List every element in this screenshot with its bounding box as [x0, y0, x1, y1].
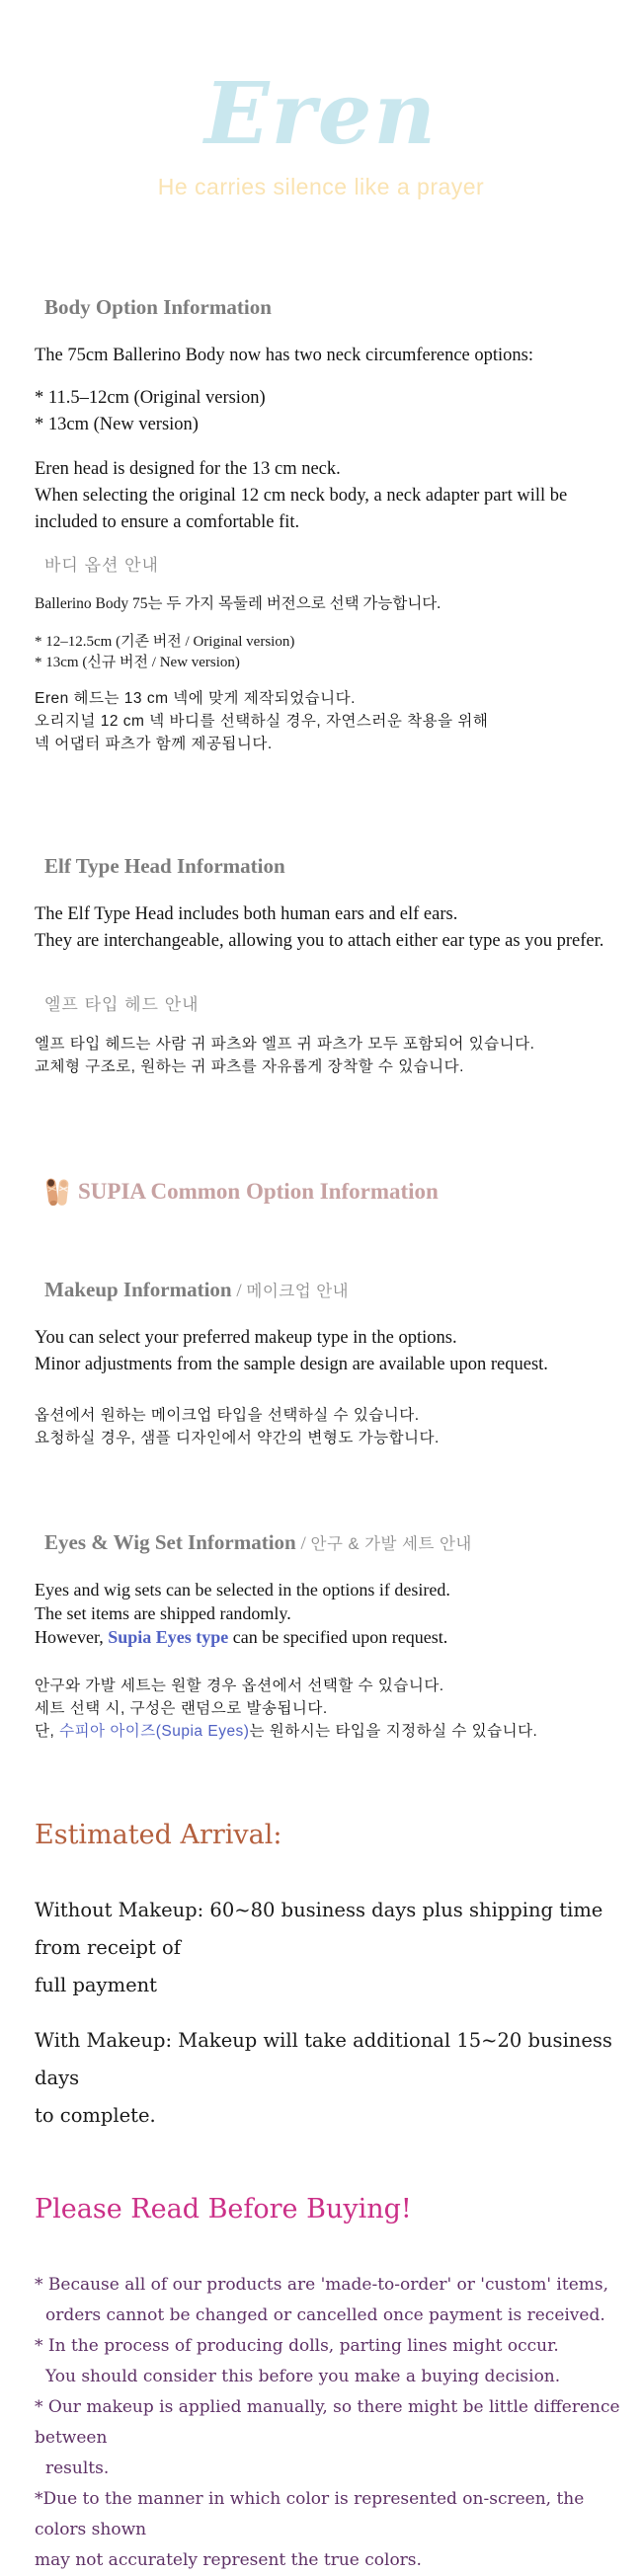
text-part: However,	[35, 1626, 109, 1647]
text-line: You can select your preferred makeup type in the options.	[35, 1327, 457, 1348]
makeup-heading-en: Makeup Information	[44, 1277, 232, 1301]
section-estimated-arrival	[0, 1820, 642, 2135]
supia-common-heading: SUPIA Common Option Information	[78, 1178, 439, 1204]
eyes-wig-heading-kr: 안구 & 가발 세트 안내	[310, 1534, 472, 1553]
bullet-line: * 11.5–12cm (Original version)	[35, 387, 266, 408]
body-option-bullets	[35, 385, 622, 438]
body-option-bullets-kr	[35, 632, 622, 673]
text-line	[35, 1625, 622, 1649]
body-option-heading: Body Option Information	[44, 294, 272, 319]
elf-head-text-kr	[35, 1033, 622, 1078]
warning-line: * Because all of our products are 'made-to-order' or 'custom' items,	[35, 2274, 608, 2295]
bullet-line: * 13cm (New version)	[35, 414, 199, 434]
makeup-heading	[35, 1278, 622, 1302]
bullet-line-kr: * 12–12.5cm (기존 버전 / Original version)	[35, 633, 295, 650]
eyes-wig-text	[35, 1578, 622, 1649]
section-body-option	[0, 295, 642, 755]
eyes-wig-heading-en: Eyes & Wig Set Information	[44, 1529, 296, 1554]
supia-common-heading-row	[35, 1177, 622, 1207]
text-line: Without Makeup: 60~80 business days plus shipping time from receipt of	[35, 1898, 603, 1959]
text-line: Minor adjustments from the sample design are available upon request.	[35, 1354, 548, 1374]
text-line-kr: 엘프 타입 헤드는 사람 귀 파츠와 엘프 귀 파츠가 모두 포함되어 있습니다.	[35, 1035, 535, 1053]
makeup-text	[35, 1325, 622, 1378]
text-line-kr	[35, 1720, 622, 1743]
makeup-text-kr	[35, 1404, 622, 1449]
text-line: They are interchangeable, allowing you to attach either ear type as you prefer.	[35, 930, 604, 951]
warning-line: * Our makeup is applied manually, so there might be little difference between	[35, 2396, 620, 2448]
warning-list	[35, 2270, 622, 2576]
body-option-note-kr	[35, 687, 622, 755]
eyes-wig-heading	[35, 1530, 622, 1555]
estimated-arrival-heading: Estimated Arrival:	[35, 1819, 282, 1850]
elf-head-heading-kr: 엘프 타입 헤드 안내	[44, 994, 200, 1014]
bullet-line-kr: * 13cm (신규 버전 / New version)	[35, 654, 240, 670]
warning-line: orders cannot be changed or cancelled once payment is received.	[45, 2304, 605, 2325]
section-elf-head	[0, 854, 642, 1078]
note-line-kr: 넥 어댑터 파츠가 함께 제공됩니다.	[35, 735, 273, 752]
doll-tagline: He carries silence like a prayer	[157, 173, 485, 199]
text-line: full payment	[35, 1973, 157, 1996]
warning-line: *Due to the manner in which color is represented on-screen, the colors shown	[35, 2488, 585, 2539]
warning-line: * In the process of producing dolls, parting lines might occur.	[35, 2335, 559, 2356]
elf-head-heading: Elf Type Head Information	[44, 853, 285, 878]
body-option-intro: The 75cm Ballerino Body now has two neck circumference options:	[35, 345, 534, 365]
eyes-wig-text-kr	[35, 1675, 622, 1743]
text-part: can be specified upon request.	[228, 1626, 448, 1647]
note-line: When selecting the original 12 cm neck body, a neck adapter part will be	[35, 485, 568, 506]
body-option-note	[35, 456, 622, 536]
text-line-kr: 세트 선택 시, 구성은 랜덤으로 발송됩니다.	[35, 1699, 328, 1717]
text-line: The Elf Type Head includes both human ears and elf ears.	[35, 903, 458, 924]
makeup-heading-kr: 메이크업 안내	[246, 1282, 350, 1300]
section-read-before-buying	[0, 2194, 642, 2576]
read-before-buying-heading: Please Read Before Buying!	[35, 2193, 412, 2225]
text-part: 는 원하시는 타입을 지정하실 수 있습니다.	[249, 1722, 538, 1740]
section-makeup	[0, 1278, 642, 1449]
body-option-intro-kr: Ballerino Body 75는 두 가지 목둘레 버전으로 선택 가능합니다.	[35, 594, 441, 612]
text-line: With Makeup: Makeup will take additional 15~20 business days	[35, 2028, 612, 2089]
note-line: Eren head is designed for the 13 cm neck.	[35, 458, 341, 479]
text-line-kr: 교체형 구조로, 원하는 귀 파츠를 자유롭게 장착할 수 있습니다.	[35, 1057, 464, 1075]
header	[0, 0, 642, 200]
text-line-kr: 안구와 가발 세트는 원할 경우 옵션에서 선택할 수 있습니다.	[35, 1677, 444, 1694]
ballet-shoes-icon	[44, 1177, 70, 1207]
supia-eyes-highlight-kr: 수피아 아이즈(Supia Eyes)	[59, 1722, 250, 1740]
note-line-kr: 오리지널 12 cm 넥 바디를 선택하실 경우, 자연스러운 착용을 위해	[35, 712, 489, 730]
heading-slash: /	[295, 1532, 311, 1554]
note-line: included to ensure a comfortable fit.	[35, 511, 300, 532]
text-line: to complete.	[35, 2103, 156, 2127]
arrival-with-makeup	[35, 2022, 622, 2135]
elf-head-text	[35, 901, 622, 955]
text-line: The set items are shipped randomly.	[35, 1602, 291, 1623]
warning-line: You should consider this before you make a buying decision.	[45, 2366, 561, 2386]
note-line-kr: Eren 헤드는 13 cm 넥에 맞게 제작되었습니다.	[35, 689, 356, 707]
text-line-kr: 옵션에서 원하는 메이크업 타입을 선택하실 수 있습니다.	[35, 1406, 420, 1424]
arrival-without-makeup	[35, 1892, 622, 2004]
section-eyes-wig	[0, 1530, 642, 1743]
warning-line: results.	[45, 2458, 110, 2478]
warning-line: may not accurately represent the true colors.	[35, 2549, 422, 2570]
text-line-kr: 요청하실 경우, 샘플 디자인에서 약간의 변형도 가능합니다.	[35, 1429, 440, 1446]
supia-eyes-type-highlight: Supia Eyes type	[108, 1626, 229, 1647]
doll-name-title: Eren	[203, 64, 439, 164]
text-part: 단,	[35, 1722, 60, 1740]
text-line: Eyes and wig sets can be selected in the options if desired.	[35, 1579, 450, 1600]
section-supia-common	[0, 1177, 642, 1207]
body-option-heading-kr: 바디 옵션 안내	[44, 555, 159, 575]
heading-slash: /	[231, 1280, 247, 1301]
